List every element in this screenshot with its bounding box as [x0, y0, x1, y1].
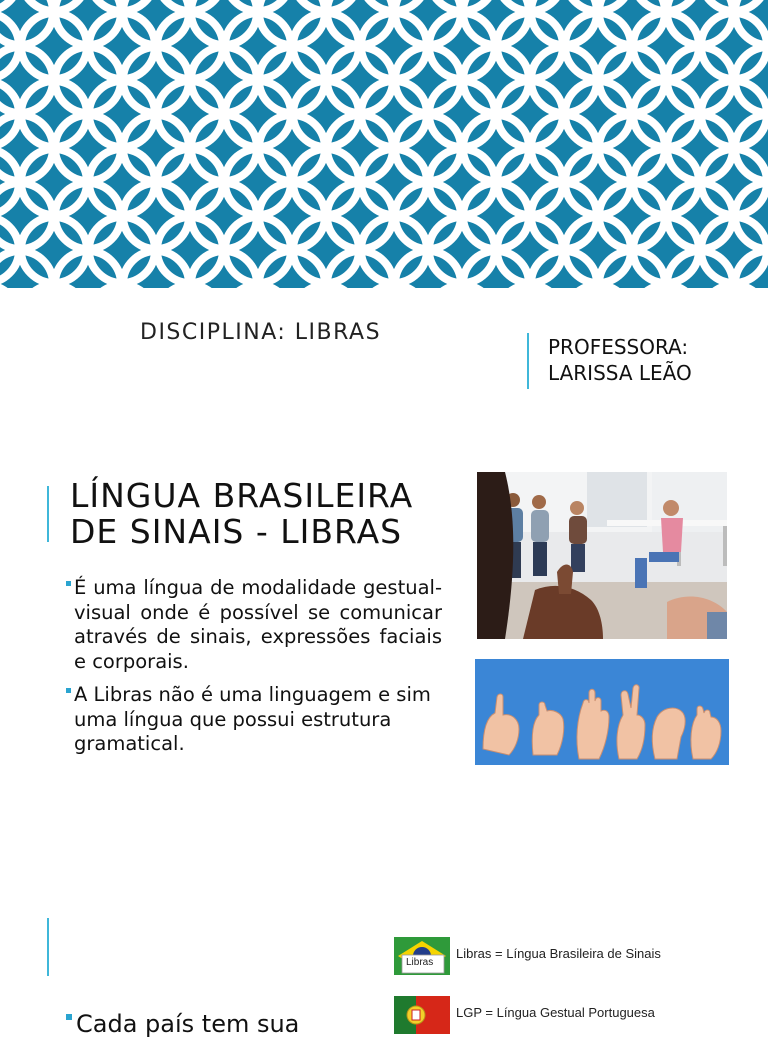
- title-accent-bar: [47, 486, 49, 542]
- brazil-flag-icon: [394, 937, 450, 975]
- flag-label: Libras: [406, 957, 434, 968]
- group-signing-photo: [477, 472, 727, 639]
- teacher-label: PROFESSORA:: [548, 335, 689, 359]
- bullet-text: É uma língua de modalidade gestual-visual onde é possível se comunicar através de sinais, expressões faciais e corporais.: [74, 576, 442, 673]
- slide-title-line2: DE SINAIS - LIBRAS: [70, 512, 403, 551]
- legend-text: Libras = Língua Brasileira de Sinais: [456, 946, 661, 961]
- bullet-text: A Libras não é uma linguagem e sim uma língua que possui estrutura gramatical.: [74, 683, 431, 755]
- bullet-square-icon: [66, 581, 71, 586]
- bullet-square-icon: [66, 1014, 72, 1020]
- teacher-name: [548, 334, 692, 386]
- next-slide-bullet: [66, 1010, 299, 1038]
- portugal-flag-icon: [394, 996, 450, 1034]
- slide-title-line1: LÍNGUA BRASILEIRA: [70, 476, 414, 515]
- bullet-item: [74, 683, 442, 757]
- legend-text: LGP = Língua Gestual Portuguesa: [456, 1005, 655, 1020]
- slide-title: [70, 478, 413, 550]
- next-slide-accent-bar: [47, 918, 49, 976]
- bullet-item: [74, 576, 442, 674]
- next-slide-bullet-text: Cada país tem sua: [76, 1010, 300, 1038]
- subject-title: DISCIPLINA: LIBRAS: [140, 320, 382, 345]
- bullet-square-icon: [66, 688, 71, 693]
- header-banner: [0, 0, 768, 288]
- hands-alphabet-photo: [475, 659, 729, 765]
- teacher-value: LARISSA LEÃO: [548, 361, 692, 385]
- header-divider: [527, 333, 529, 389]
- bullet-list: [74, 576, 442, 766]
